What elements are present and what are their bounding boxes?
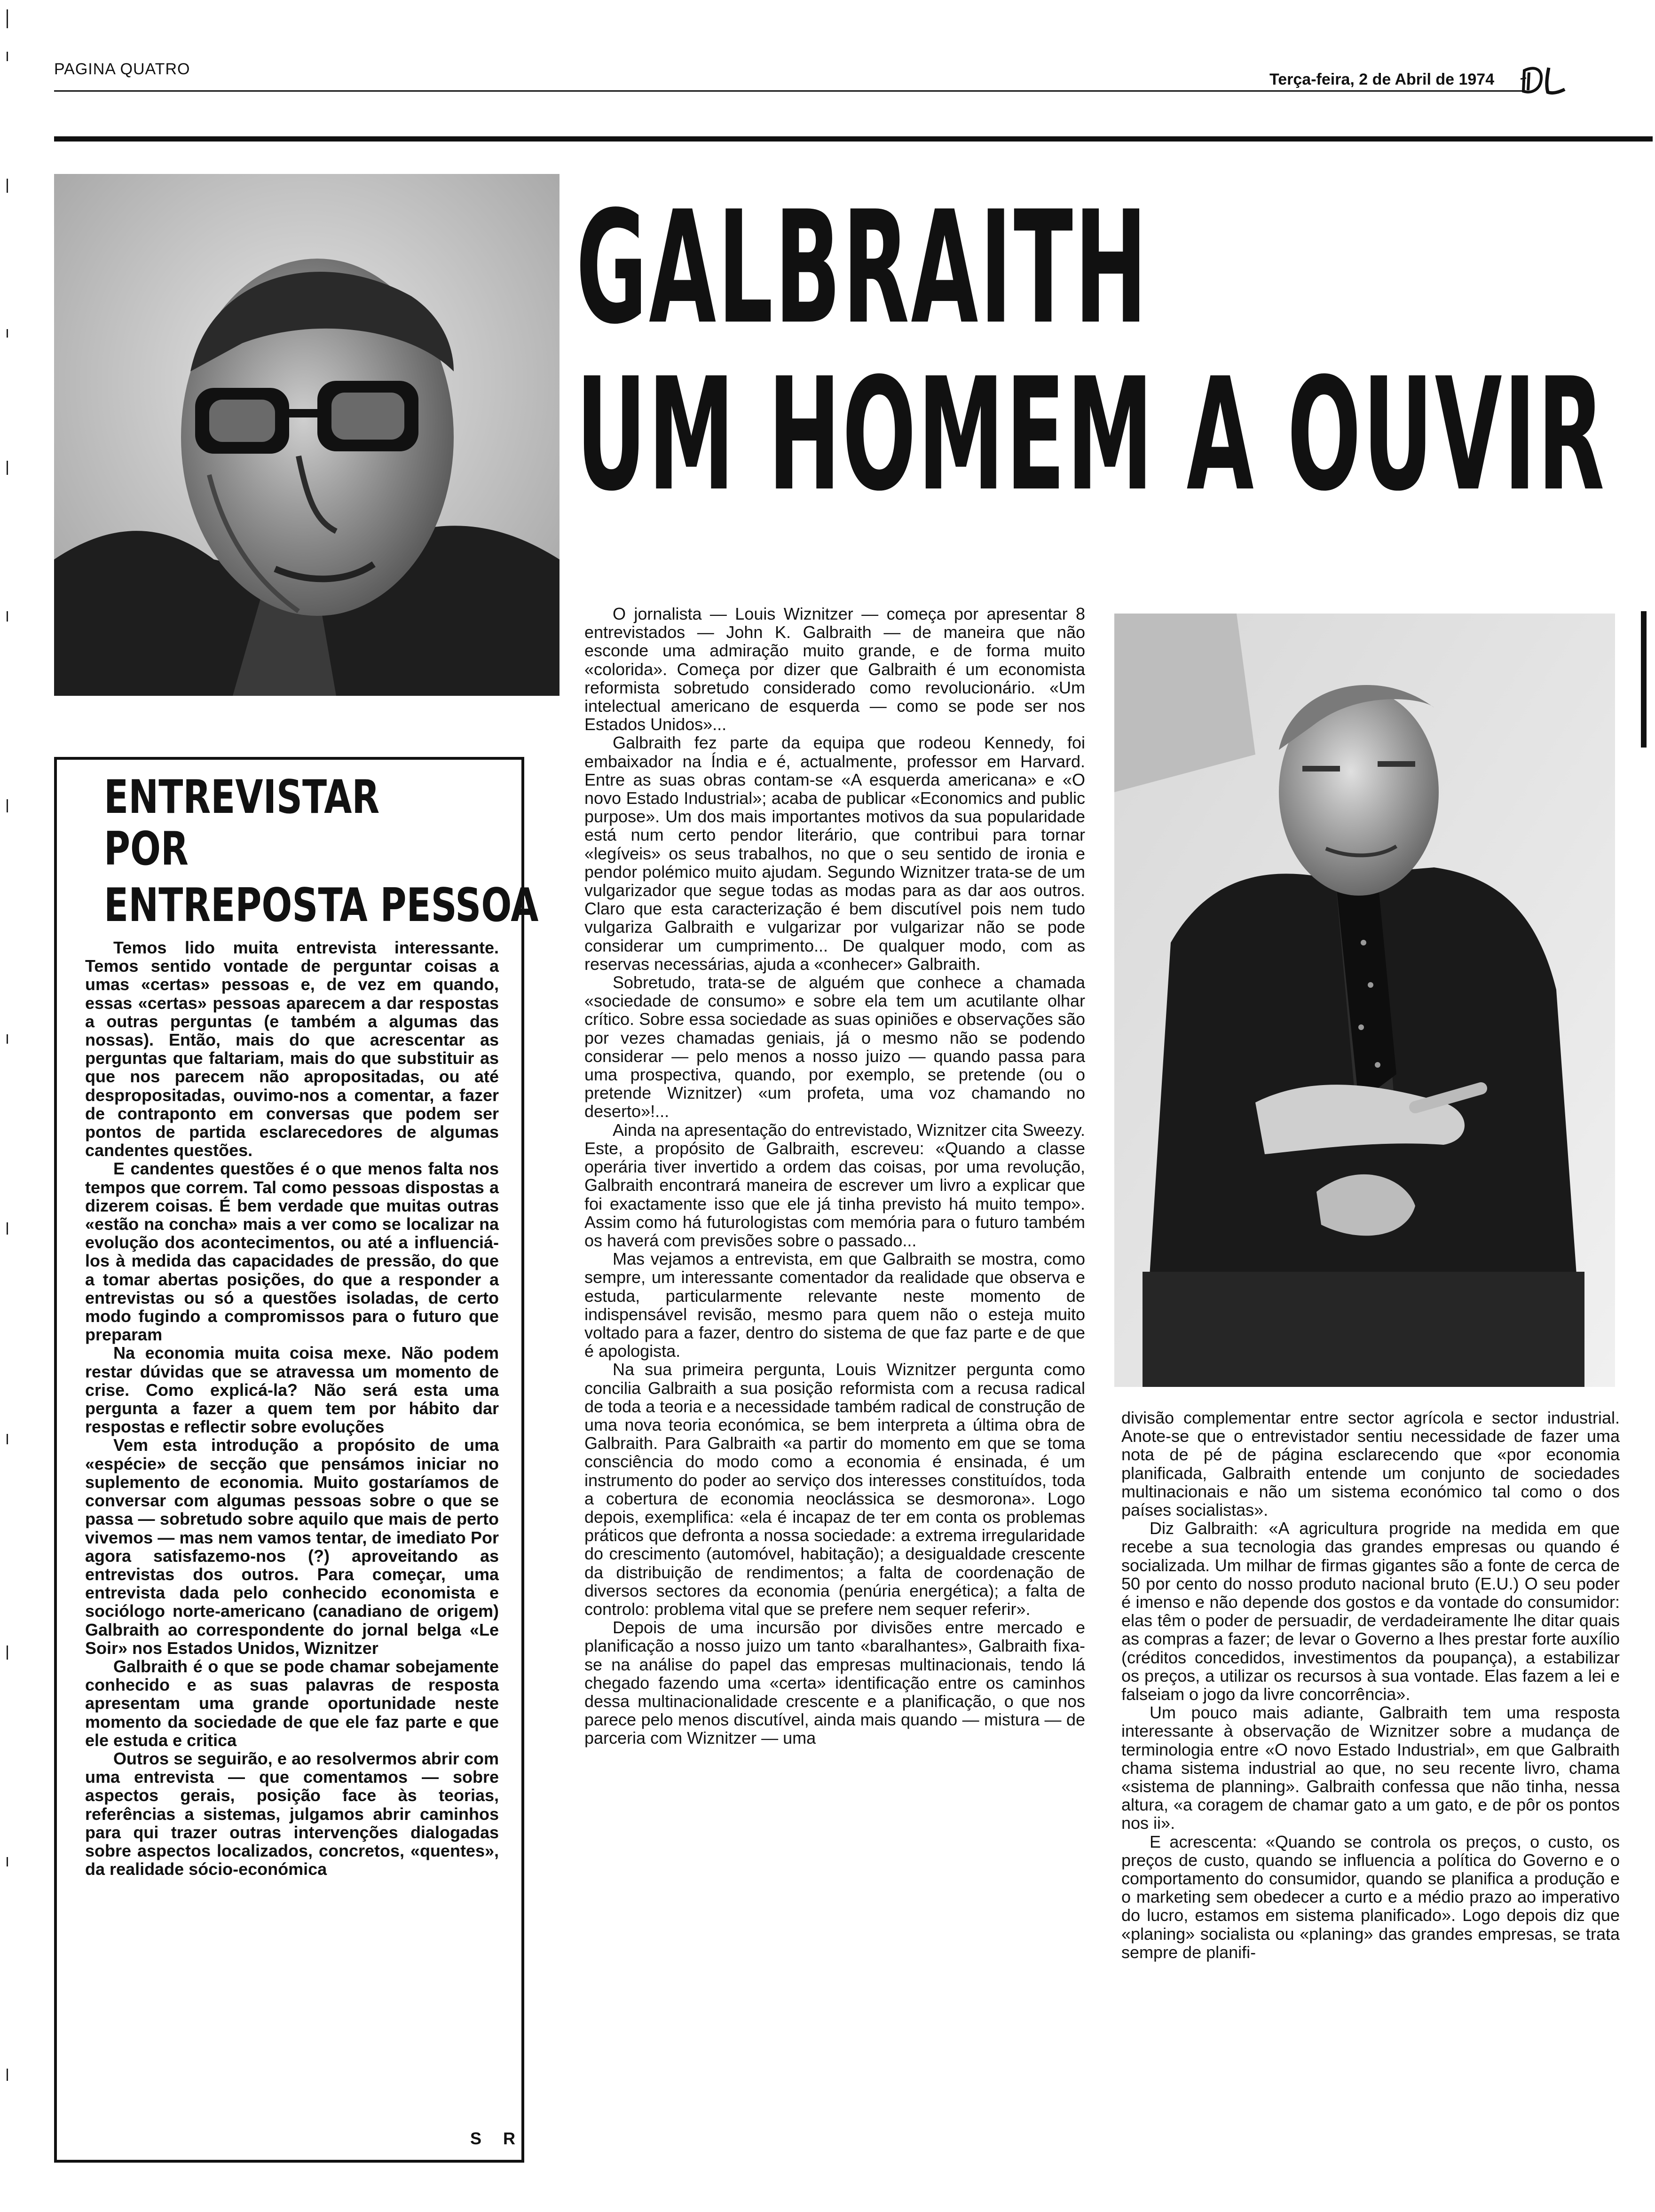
sidebar-paragraph: Galbraith é o que se pode chamar sobejamente conhecido e as suas palavras de resposta apresentam uma grande oportunidade neste momento da sociedade de que ele faz parte e que ele estuda e critica <box>85 1656 499 1750</box>
headline-line-1: GALBRAITH <box>576 178 1149 358</box>
right-margin-bar <box>1641 611 1647 748</box>
issue-date: Terça-feira, 2 de Abril de 1974 <box>1269 71 1495 88</box>
sidebar-title-line-2: POR <box>104 822 189 876</box>
top-rule <box>54 136 1653 142</box>
header-rule <box>54 90 1526 92</box>
article-paragraph: Um pouco mais adiante, Galbraith tem uma resposta interessante à observação de Wiznitzer sobre a mudança de terminologia entre «O novo Estado Industrial», em que Galbraith chama sistema industrial ao que, no seu recente livro, chama «sistema de planning». Galbraith confessa que não tinha, nessa altura, «a coragem de chamar gato a um gato, e de pôr os pontos nos ii». <box>1121 1703 1620 1833</box>
article-paragraph: Depois de uma incursão por divisões entre mercado e planificação a nosso juizo um tanto «baralhantes», Galbraith fixa-se na análise do papel das empresas multinacionais, tendo lá chegado fazendo uma «certa» identificação entre os caminhos dessa multinacionalidade crescente e a planificação, o que nos parece pelo menos discutível, ainda mais quando — mistura — de parceria com Wiznitzer — uma <box>584 1618 1085 1748</box>
article-column-2 <box>1121 1409 1620 1961</box>
article-paragraph: Galbraith fez parte da equipa que rodeou Kennedy, foi embaixador na Índia e é, actualmente, professor em Harvard. Entre as suas obras contam-se «A esquerda americana» e «O novo Estado Industrial»; acaba de publicar «Economics and public purpose». Um dos mais importantes motivos da sua popularidade está num certo pendor literário, que contribui para tornar «legíveis» os seus trabalhos, no que o seu sentido de ironia e pendor polémico muito ajudam. Segundo Wiznitzer trata-se de um vulgarizador que segue todas as modas para as dar aos outros. Claro que esta caracterização é bem discutível pois nem tudo vulgariza Galbraith e vulgarizar por vulgarizar não se pode considerar um cumprimento... De qualquer modo, com as reservas necessárias, ajuda a «conhecer» Galbraith. <box>584 733 1085 974</box>
sidebar-paragraph: Na economia muita coisa mexe. Não podem restar dúvidas que se atravessa um momento de crise. Como explicá-la? Não será esta uma pergunta a fazer a quem tem por hábito dar respostas e reflectir sobre evoluções <box>85 1343 499 1437</box>
article-paragraph: Mas vejamos a entrevista, em que Galbraith se mostra, como sempre, um interessante comentador da realidade que observa e estuda, particularmente relevante neste momento de indispensável revisão, mesmo para quem não o esteja muito voltado para a fazer, dentro do sistema de que faz parte e de que é apologista. <box>584 1249 1085 1361</box>
article-paragraph: E acrescenta: «Quando se controla os preços, o custo, os preços de custo, quando se influencia a política do Governo e o comportamento do consumidor, quando se planifica a produção e o marketing sem obedecer a curto e a médio prazo ao imperativo do lucro, estamos em sistema planificado». Logo depois diz que «planing» socialista ou «planing» das grandes empresas, se trata sempre de planifi- <box>1121 1832 1620 1962</box>
article-paragraph: Sobretudo, trata-se de alguém que conhece a chamada «sociedade de consumo» e sobre ela tem um acutilante olhar crítico. Sobre essa sociedade as suas opiniões e observações são por vezes chamadas geniais, já o mesmo não se podendo considerar — pelo menos a nosso juizo — quando passa para uma prospectiva, quando, por exemplo, se pretende (ou o pretende Wiznitzer) «um profeta, uma voz chamando no deserto»!... <box>584 973 1085 1121</box>
sidebar-title-line-3: ENTREPOSTA PESSOA <box>104 879 539 932</box>
sidebar-paragraph: Outros se seguirão, e ao resolvermos abrir com uma entrevista — que comentamos — sobre aspectos gerais, posição face às teorias, referências a sistemas, julgamos abrir caminhos para qui trazer outras intervenções dialogadas sobre aspectos localizados, concretos, «quentes», da realidade sócio-económica <box>85 1748 499 1879</box>
article-paragraph: Diz Galbraith: «A agricultura progride na medida em que recebe a sua tecnologia das grandes empresas ou quando é socializada. Um milhar de firmas gigantes são a fonte de cerca de 50 por cento do nosso produto nacional bruto (E.U.) O seu poder é imenso e não depende dos gostos e da vontade do consumidor: elas têm o poder de persuadir, de verdadeiramente lhe ditar quais as compras a fazer; de levar o Governo a lhes prestar forte auxílio (créditos concedidos, investimentos da poupança), a estabilizar os preços, a utilizar os recursos à sua vontade. Elas fazem a lei e falseiam o jogo da livre concorrência». <box>1121 1519 1620 1704</box>
article-paragraph: divisão complementar entre sector agrícola e sector industrial. Anote-se que o entrevistador sentiu necessidade de fazer uma nota de pé de página esclarecendo que «por economia planificada, Galbraith entende um conjunto de sociedades multinacionais e não um sistema económico tal como o dos países socialistas». <box>1121 1408 1620 1520</box>
headline-line-2: UM HOMEM A OUVIR <box>576 345 1606 525</box>
dl-newspaper-logo-icon <box>1520 65 1571 98</box>
sidebar-body <box>85 938 499 1878</box>
sidebar-paragraph: E candentes questões é o que menos falta nos tempos que correm. Tal como pessoas dispostas a dizerem coisas. É bem verdade que muitas outras «estão na concha» mais a ver como se localizar na evolução dos acontecimentos, ou até a influenciá-los à medida das capacidades de pressão, do que a tomar abertas posições, do que a responder a entrevistas ou só a questões isoladas, de certo modo fugindo a compromissos para o futuro que preparam <box>85 1159 499 1345</box>
page-label: PAGINA QUATRO <box>54 60 190 78</box>
sidebar-signature: S R <box>470 2129 524 2148</box>
sidebar-box <box>54 757 539 2163</box>
article-paragraph: Ainda na apresentação do entrevistado, Wiznitzer cita Sweezy. Este, a propósito de Galbraith, escreveu: «Quando a classe operária tiver invertido a ordem das coisas, por uma revolução, Galbraith encontrará maneira de escrever um livro a explicar que foi exactamente isso que ele já tinha previsto há muito tempo». Assim como há futurologistas com memória para o futuro também os haverá com previsões sobre o passado... <box>584 1120 1085 1250</box>
sidebar-title-line-1: ENTREVISTAR <box>104 771 380 824</box>
sidebar-paragraph: Vem esta introdução a propósito de uma «espécie» de secção que pensámos iniciar no suplemento de economia. Muito gostaríamos de conversar com algumas pessoas sobre o que se passa — sobretudo sobre aquilo que mais de perto vivemos — mas nem vamos tentar, de imediato Por agora satisfazemo-nos (?) aproveitando as entrevistas dos outros. Para começar, uma entrevista dada pelo conhecido economista e sociólogo norte-americano (canadiano de origem) Galbraith ao correspondente do jornal belga «Le Soir» nos Estados Unidos, Wiznitzer <box>85 1435 499 1658</box>
sidebar-paragraph: Temos lido muita entrevista interessante. Temos sentido vontade de perguntar coisas a umas «certas» pessoas e, de vez em quando, essas «certas» pessoas aparecem a dar respostas a outras perguntas (e também a algumas das nossas). Então, mais do que acrescentar as perguntas que faltariam, mais do que substituir as que nos parecem não apropositadas, ou até despropositadas, ouvimo-nos a comentar, a fazer de contraponto em conversas que podem ser pontos de partida esclarecedores de algumas candentes questões. <box>85 938 499 1160</box>
article-column-1 <box>584 605 1085 1748</box>
galbraith-seated-photo <box>1114 614 1615 1387</box>
galbraith-portrait-photo <box>54 174 560 696</box>
scan-margin-marks <box>1 0 15 2210</box>
article-paragraph: O jornalista — Louis Wiznitzer — começa por apresentar 8 entrevistados — John K. Galbraith — de maneira que não esconde uma admiração muito grande, e de forma muito «colorida». Começa por dizer que Galbraith é um economista reformista sobretudo considerado como revolucionário. «Um intelectual americano de esquerda — como se pode ser nos Estados Unidos»... <box>584 604 1085 734</box>
article-paragraph: Na sua primeira pergunta, Louis Wiznitzer pergunta como concilia Galbraith a sua posição reformista com a recusa radical de toda a teoria e a necessidade também radical de construção de uma nova teoria económica, se bem interpreta a última obra de Galbraith. Para Galbraith «a partir do momento em que se toma consciência do modo como a economia é ensinada, é um instrumento do poder ao serviço dos interesses constituídos, toda a cobertura de economia neoclássica se desmorona». Logo depois, exemplifica: «ela é incapaz de ter em conta os problemas práticos que defronta a nossa sociedade: a extrema irregularidade do crescimento (automóvel, habitação); a desigualdade crescente da distribuição de rendimentos; a falta de coordenação de diversos sectores da economia (penúria energética); a falta de controlo: problema vital que se prefere nem sequer referir». <box>584 1360 1085 1619</box>
